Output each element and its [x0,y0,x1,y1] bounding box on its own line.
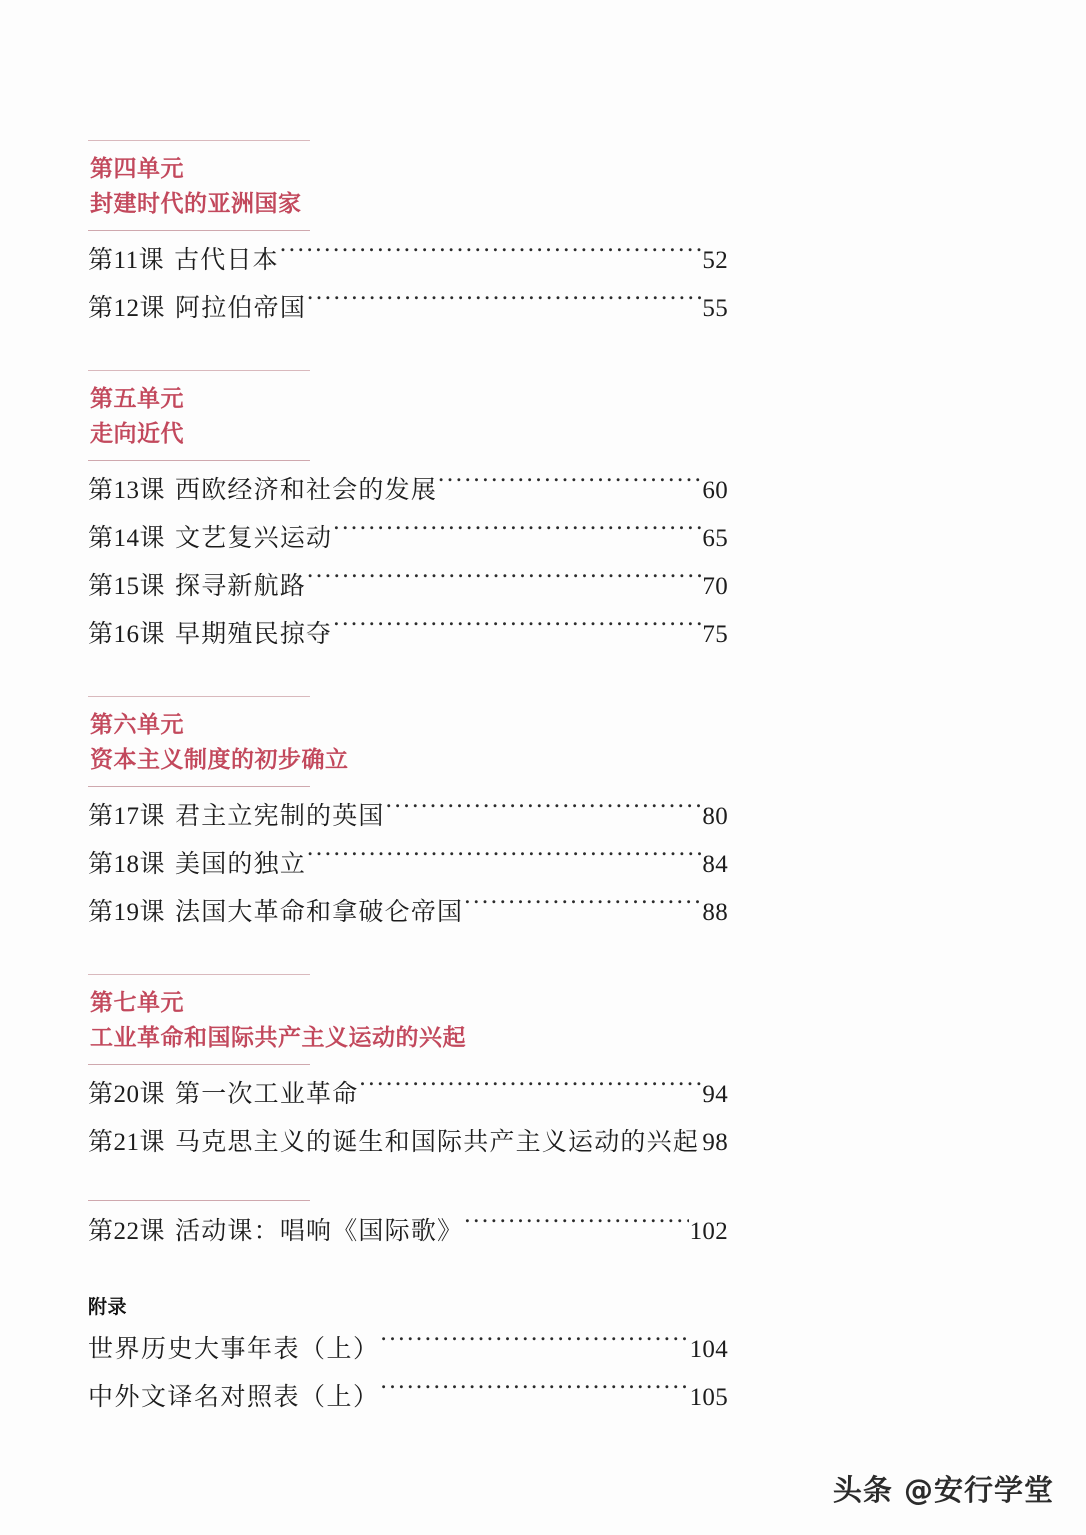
entry-page-number: 98 [702,1129,728,1156]
dot-leader [381,1380,689,1405]
toc-entry[interactable] [88,1374,728,1422]
entry-number: 第15课 [88,573,166,600]
entry-title: 早期殖民掠夺 [175,621,333,648]
entry-title: 阿拉伯帝国 [175,295,307,322]
watermark: 头条 @安行学堂 [832,1473,1054,1507]
entry-number: 第11课 [88,247,165,274]
entry-title: 活动课：唱响《国际歌》 [175,1218,464,1245]
toc-entry[interactable] [88,563,728,611]
entry-page-number: 80 [702,803,728,830]
unit-title: 资本主义制度的初步确立 [90,747,349,772]
entry-title: 第一次工业革命 [175,1081,359,1108]
toc-entry[interactable] [88,841,728,889]
dot-leader [307,847,701,872]
entry-number: 第22课 [88,1218,166,1245]
standalone-section [88,1167,728,1256]
unit-label: 第五单元 [90,386,184,411]
dot-leader [280,243,702,268]
entry-title: 世界历史大事年表（上） [88,1336,380,1363]
appendix-label: 附录 [88,1296,128,1318]
dot-leader [307,569,701,594]
toc-entry[interactable] [88,515,728,563]
dot-leader [700,1125,701,1150]
entry-page-number: 55 [702,295,728,322]
toc-entry[interactable] [88,285,728,333]
unit-title: 工业革命和国际共产主义运动的兴起 [90,1025,466,1050]
entry-title: 古代日本 [174,247,279,274]
toc-entry[interactable] [88,237,728,285]
unit-label: 第七单元 [90,990,184,1015]
toc-entry[interactable] [88,467,728,515]
unit-section-6 [88,659,728,937]
entry-page-number: 88 [702,899,728,926]
entry-number: 第17课 [88,803,166,830]
entry-number: 第13课 [88,477,166,504]
entry-number: 第16课 [88,621,166,648]
entry-page-number: 75 [702,621,728,648]
entry-title: 西欧经济和社会的发展 [175,477,438,504]
entry-number: 第20课 [88,1081,166,1108]
unit-section-4 [88,0,728,333]
dot-leader [464,895,701,920]
unit-title: 封建时代的亚洲国家 [90,191,302,216]
entry-page-number: 105 [689,1384,728,1411]
dot-leader [438,473,701,498]
entry-title: 马克思主义的诞生和国际共产主义运动的兴起 [175,1129,700,1156]
entry-number: 第21课 [88,1129,166,1156]
entry-page-number: 60 [702,477,728,504]
entry-title: 中外文译名对照表（上） [88,1384,380,1411]
toc-entry[interactable] [88,1208,728,1256]
toc-entry[interactable] [88,1326,728,1374]
entry-page-number: 104 [689,1336,728,1363]
toc-entry[interactable] [88,611,728,659]
unit-label: 第四单元 [90,156,184,181]
dot-leader [359,1077,701,1102]
appendix-section [88,1256,728,1422]
entry-title: 君主立宪制的英国 [175,803,385,830]
table-of-contents [88,0,728,1422]
entry-number: 第19课 [88,899,166,926]
dot-leader [381,1332,689,1357]
entry-title: 探寻新航路 [175,573,307,600]
entry-number: 第18课 [88,851,166,878]
entry-number: 第14课 [88,525,166,552]
toc-entry[interactable] [88,1119,728,1167]
entry-number: 第12课 [88,295,166,322]
unit-title: 走向近代 [90,421,184,446]
entry-title: 美国的独立 [175,851,307,878]
dot-leader [464,1214,688,1239]
entry-page-number: 94 [702,1081,728,1108]
unit-label: 第六单元 [90,712,184,737]
entry-page-number: 65 [702,525,728,552]
dot-leader [333,521,701,546]
toc-entry[interactable] [88,1071,728,1119]
entry-page-number: 102 [689,1218,728,1245]
dot-leader [386,799,702,824]
entry-page-number: 52 [702,247,728,274]
unit-section-5 [88,333,728,659]
entry-page-number: 84 [702,851,728,878]
toc-entry[interactable] [88,889,728,937]
dot-leader [307,291,701,316]
dot-leader [333,617,701,642]
entry-title: 法国大革命和拿破仑帝国 [175,899,464,926]
unit-section-7 [88,937,728,1167]
entry-page-number: 70 [702,573,728,600]
toc-entry[interactable] [88,793,728,841]
entry-title: 文艺复兴运动 [175,525,333,552]
